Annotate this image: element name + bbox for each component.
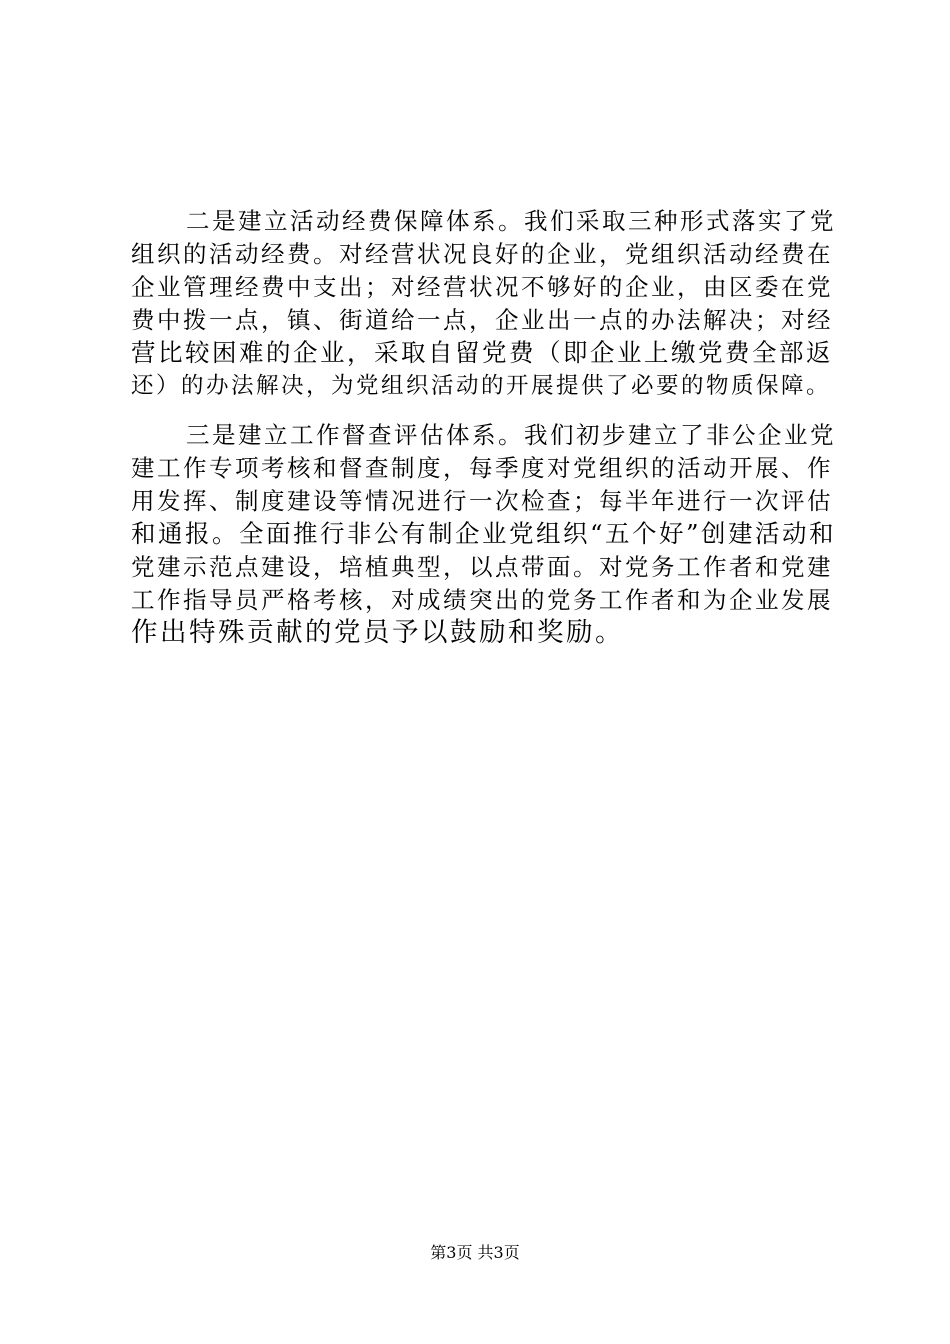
paragraph-line: 三是建立工作督查评估体系。我们初步建立了非公企业党: [186, 421, 836, 449]
paragraph-line: 营比较困难的企业，采取自留党费（即企业上缴党费全部返: [131, 338, 833, 367]
paragraph-line: 二是建立活动经费保障体系。我们采取三种形式落实了党: [186, 207, 836, 235]
paragraph-line: 用发挥、制度建设等情况进行一次检查；每半年进行一次评估: [131, 487, 833, 515]
paragraph-line: 党建示范点建设，培植典型，以点带面。对党务工作者和党建: [131, 553, 833, 581]
paragraph-line: 作出特殊贡献的党员予以鼓励和奖励。: [131, 617, 624, 648]
paragraph-line: 和通报。全面推行非公有制企业党组织“五个好”创建活动和: [131, 519, 837, 548]
paragraph-line: 工作指导员严格考核，对成绩突出的党务工作者和为企业发展: [131, 586, 833, 614]
paragraph-line: 企业管理经费中支出；对经营状况不够好的企业，由区委在党: [131, 273, 833, 301]
paragraph-line: 费中拨一点，镇、街道给一点，企业出一点的办法解决；对经: [131, 306, 833, 334]
page-number-footer: 第3页 共3页: [430, 1243, 520, 1262]
paragraph-line: 还）的办法解决，为党组织活动的开展提供了必要的物质保障。: [131, 373, 832, 399]
paragraph-line: 组织的活动经费。对经营状况良好的企业，党组织活动经费在: [131, 240, 833, 268]
paragraph-line: 建工作专项考核和督查制度，每季度对党组织的活动开展、作: [131, 454, 833, 482]
